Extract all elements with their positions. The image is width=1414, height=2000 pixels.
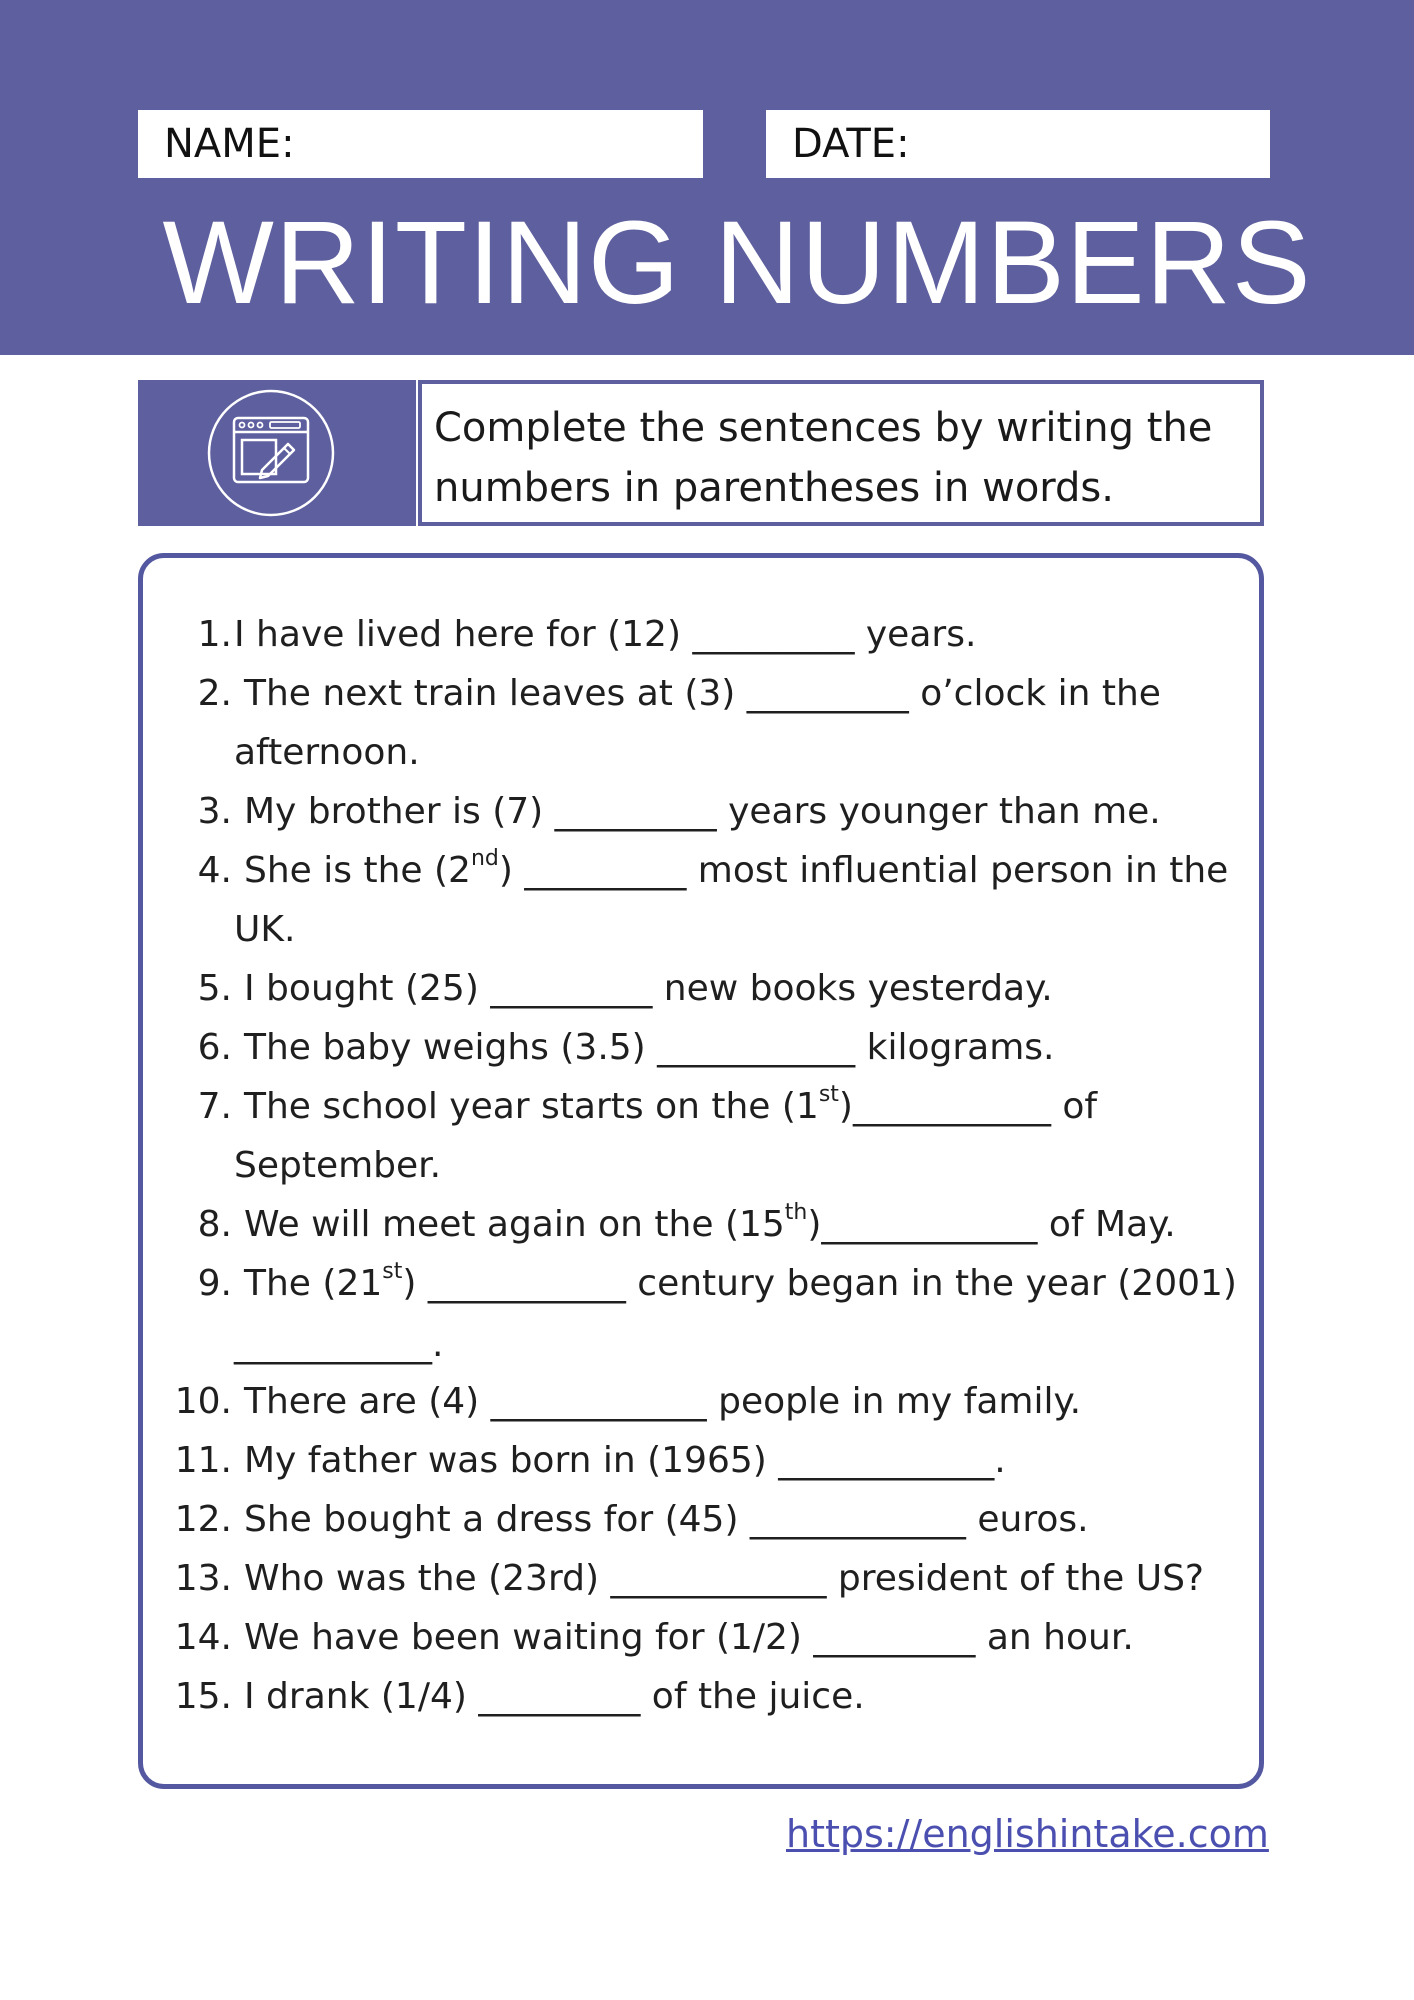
- question-text: She is the (2nd) _________ most influential person in the: [244, 846, 1229, 891]
- question-number: 12.: [174, 1499, 232, 1540]
- instruction-line-1: Complete the sentences by writing the: [434, 405, 1213, 451]
- question-text-continued: UK.: [234, 909, 296, 950]
- question-text: The baby weighs (3.5) ___________ kilograms.: [244, 1027, 1055, 1068]
- question-text: The (21st) ___________ century began in the year (2001): [244, 1259, 1237, 1304]
- edit-window-icon: [206, 388, 336, 518]
- date-field[interactable]: [766, 110, 1270, 178]
- question-text-continued: afternoon.: [234, 732, 420, 773]
- question-text: The next train leaves at (3) _________ o’clock in the: [244, 673, 1161, 714]
- question-number: 13.: [174, 1558, 232, 1599]
- question-number: 14.: [174, 1617, 232, 1658]
- question-text: We have been waiting for (1/2) _________ an hour.: [244, 1617, 1134, 1658]
- website-link[interactable]: https://englishintake.com: [786, 1812, 1269, 1856]
- question-number: 1.: [197, 614, 232, 655]
- question-number: 7.: [197, 1086, 232, 1127]
- question-text: The school year starts on the (1st)___________ of: [244, 1082, 1098, 1127]
- instruction-box: [418, 380, 1264, 526]
- question-number: 10.: [174, 1381, 232, 1422]
- question-text: Who was the (23rd) ____________ president of the US?: [244, 1558, 1205, 1599]
- question-text: I drank (1/4) _________ of the juice.: [244, 1676, 865, 1717]
- question-text: We will meet again on the (15th)____________ of May.: [244, 1200, 1176, 1245]
- question-number: 11.: [174, 1440, 232, 1481]
- question-number: 5.: [197, 968, 232, 1009]
- question-number: 2.: [197, 673, 232, 714]
- instruction-icon-box: [138, 380, 416, 526]
- question-number: 8.: [197, 1204, 232, 1245]
- name-label: NAME:: [164, 121, 295, 167]
- question-number: 9.: [197, 1263, 232, 1304]
- header-banner: [0, 0, 1414, 355]
- question-number: 4.: [197, 850, 232, 891]
- question-text: I have lived here for (12) _________ years.: [234, 614, 977, 655]
- question-text-continued: ___________.: [234, 1324, 444, 1365]
- question-text: My father was born in (1965) ____________.: [244, 1440, 1006, 1481]
- question-text-continued: September.: [234, 1145, 442, 1186]
- question-number: 6.: [197, 1027, 232, 1068]
- question-text: There are (4) ____________ people in my family.: [244, 1381, 1082, 1422]
- name-field[interactable]: [138, 110, 703, 178]
- question-number: 3.: [197, 791, 232, 832]
- question-text: I bought (25) _________ new books yesterday.: [244, 968, 1053, 1009]
- question-text: My brother is (7) _________ years younger than me.: [244, 791, 1161, 832]
- instruction-line-2: numbers in parentheses in words.: [434, 465, 1114, 511]
- question-text: She bought a dress for (45) ____________ euros.: [244, 1499, 1089, 1540]
- date-label: DATE:: [792, 121, 910, 167]
- question-number: 15.: [174, 1676, 232, 1717]
- page-title: WRITING NUMBERS: [162, 197, 1312, 329]
